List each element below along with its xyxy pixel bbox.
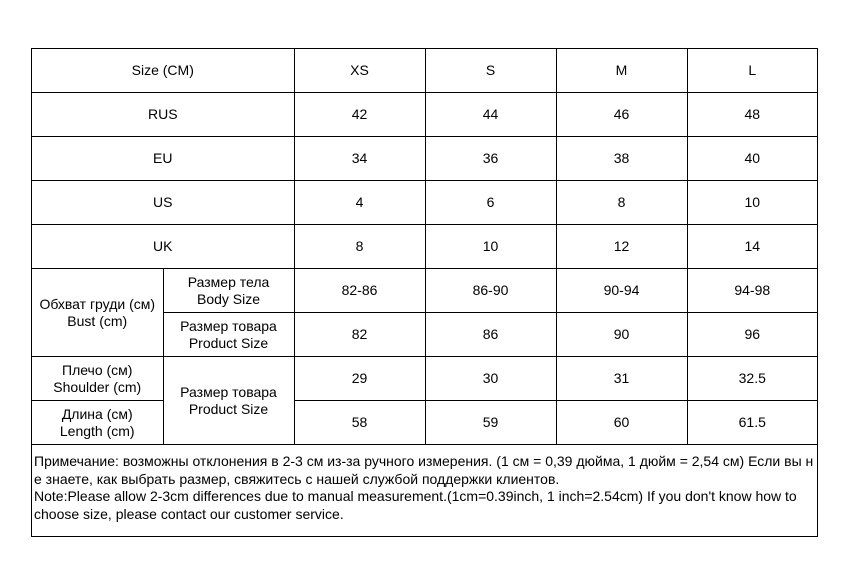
us-label: US (32, 181, 294, 225)
shoulder-label-en: Shoulder (cm) (53, 378, 142, 395)
length-xs: 58 (294, 401, 425, 445)
bust-body-xs: 82-86 (294, 269, 425, 313)
bust-product-s: 86 (425, 313, 556, 357)
us-row (32, 181, 817, 225)
eu-xs: 34 (294, 137, 425, 181)
shoulder-l: 32.5 (687, 357, 817, 401)
eu-m: 38 (556, 137, 687, 181)
length-m: 60 (556, 401, 687, 445)
length-label (32, 401, 163, 445)
eu-l: 40 (687, 137, 817, 181)
note-en-line-2: choose size, please contact our customer service. (34, 505, 344, 522)
rus-row (32, 93, 817, 137)
size-header-xs: XS (294, 49, 425, 93)
shoulder-m: 31 (556, 357, 687, 401)
bust-product-l: 96 (687, 313, 817, 357)
eu-label: EU (32, 137, 294, 181)
product-size-merged-en: Product Size (188, 400, 269, 417)
bust-body-l: 94-98 (687, 269, 817, 313)
us-m: 8 (556, 181, 687, 225)
shoulder-xs: 29 (294, 357, 425, 401)
note-ru-line-2: е знаете, как выбрать размер, свяжитесь с нашей службой поддержки клиентов. (34, 470, 560, 487)
bust-product-m: 90 (556, 313, 687, 357)
bust-label (32, 269, 163, 357)
uk-xs: 8 (294, 225, 425, 269)
uk-l: 14 (687, 225, 817, 269)
bust-product-xs: 82 (294, 313, 425, 357)
bust-body-s: 86-90 (425, 269, 556, 313)
rus-m: 46 (556, 93, 687, 137)
length-label-en: Length (cm) (59, 422, 135, 439)
rus-xs: 42 (294, 93, 425, 137)
eu-s: 36 (425, 137, 556, 181)
us-s: 6 (425, 181, 556, 225)
rus-s: 44 (425, 93, 556, 137)
eu-row (32, 137, 817, 181)
bust-label-en: Bust (cm) (67, 312, 128, 329)
rus-l: 48 (687, 93, 817, 137)
product-size-label-ru: Размер товара (180, 317, 277, 334)
size-chart-sheet (31, 48, 818, 537)
size-cm-header: Size (CM) (32, 49, 294, 93)
shoulder-label (32, 357, 163, 401)
uk-label: UK (32, 225, 294, 269)
uk-s: 10 (425, 225, 556, 269)
bust-label-ru: Обхват груди (см) (39, 295, 156, 312)
product-size-label-en: Product Size (188, 334, 269, 351)
us-xs: 4 (294, 181, 425, 225)
header-row (32, 49, 817, 93)
rus-label: RUS (32, 93, 294, 137)
size-chart-table (32, 49, 817, 445)
note-ru-line-1: Примечание: возможны отклонения в 2-3 см из-за ручного измерения. (1 см = 0,39 дюйма, 1 дюйм = 2,54 см) Если вы н (34, 453, 814, 469)
shoulder-s: 30 (425, 357, 556, 401)
size-header-m: M (556, 49, 687, 93)
shoulder-row (32, 357, 817, 401)
product-size-merged-ru: Размер товара (180, 383, 277, 400)
measurement-note (34, 453, 818, 523)
us-l: 10 (687, 181, 817, 225)
length-s: 59 (425, 401, 556, 445)
note-en-line-1: Note:Please allow 2-3cm differences due to manual measurement.(1cm=0.39inch, 1 inch=2.54cm) If you don't know how to (34, 488, 797, 504)
bust-body-m: 90-94 (556, 269, 687, 313)
body-size-label-en: Body Size (196, 290, 261, 307)
length-l: 61.5 (687, 401, 817, 445)
uk-row (32, 225, 817, 269)
length-row (32, 401, 817, 445)
body-size-label-ru: Размер тела (187, 273, 270, 290)
bust-body-row (32, 269, 817, 313)
product-size-merged-label (163, 357, 294, 445)
size-header-s: S (425, 49, 556, 93)
bust-body-size-label (163, 269, 294, 313)
shoulder-label-ru: Плечо (см) (62, 361, 133, 378)
length-label-ru: Длина (см) (61, 405, 133, 422)
bust-product-size-label (163, 313, 294, 357)
uk-m: 12 (556, 225, 687, 269)
size-header-l: L (687, 49, 817, 93)
